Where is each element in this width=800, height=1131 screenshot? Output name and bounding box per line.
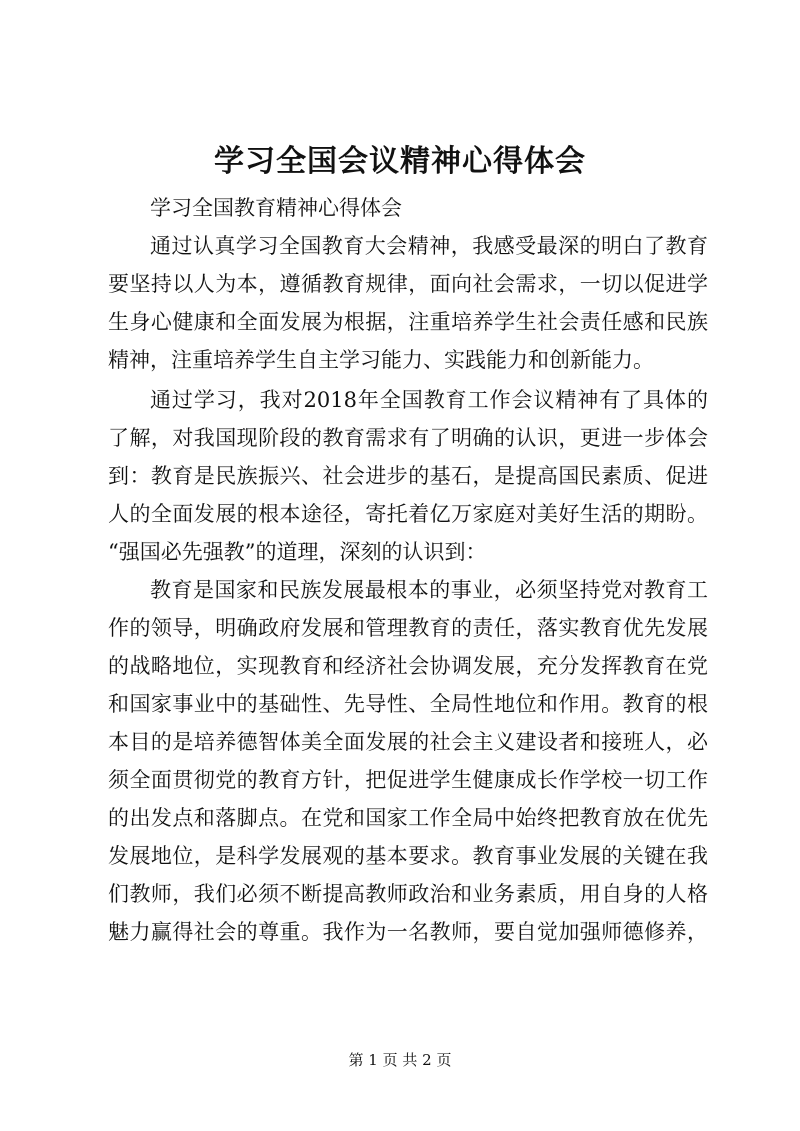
paragraph-line: 的出发点和落脚点。在党和国家工作全局中始终把教育放在优先 [108,806,708,830]
paragraph-line: 生身心健康和全面发展为根据，注重培养学生社会责任感和民族 [108,310,708,334]
paragraph-line: 通过认真学习全国教育大会精神，我感受最深的明白了教育 [150,234,708,258]
paragraph-line: 须全面贯彻党的教育方针，把促进学生健康成长作学校一切工作 [108,768,708,792]
document-title: 学习全国会议精神心得体会 [214,144,586,179]
paragraph-line: 要坚持以人为本，遵循教育规律，面向社会需求，一切以促进学 [108,272,708,296]
paragraph-line: 和国家事业中的基础性、先导性、全局性地位和作用。教育的根 [108,692,708,716]
paragraph-line: 教育是国家和民族发展最根本的事业，必须坚持党对教育工 [150,578,708,602]
subtitle-line: 学习全国教育精神心得体会 [150,196,402,220]
paragraph-line: 了解，对我国现阶段的教育需求有了明确的认识，更进一步体会 [108,426,708,450]
paragraph-line: 发展地位，是科学发展观的基本要求。教育事业发展的关键在我 [108,844,708,868]
paragraph-line: 本目的是培养德智体美全面发展的社会主义建设者和接班人，必 [108,730,708,754]
paragraph-line: 精神，注重培养学生自主学习能力、实践能力和创新能力。 [108,348,654,372]
paragraph-line: 作的领导，明确政府发展和管理教育的责任，落实教育优先发展 [108,616,708,640]
paragraph-line: 通过学习，我对2018年全国教育工作会议精神有了具体的 [150,388,708,412]
page-number-footer: 第 1 页 共 2 页 [348,1051,452,1069]
paragraph-line: 的战略地位，实现教育和经济社会协调发展，充分发挥教育在党 [108,654,708,678]
paragraph-line: 人的全面发展的根本途径，寄托着亿万家庭对美好生活的期盼。 [108,502,708,526]
paragraph-line: 到：教育是民族振兴、社会进步的基石，是提高国民素质、促进 [108,464,708,488]
paragraph-line: 魅力赢得社会的尊重。我作为一名教师，要自觉加强师德修养， [108,920,708,944]
paragraph-line: 们教师，我们必须不断提高教师政治和业务素质，用自身的人格 [108,882,708,906]
paragraph-line: “强国必先强教”的道理，深刻的认识到： [108,540,487,564]
